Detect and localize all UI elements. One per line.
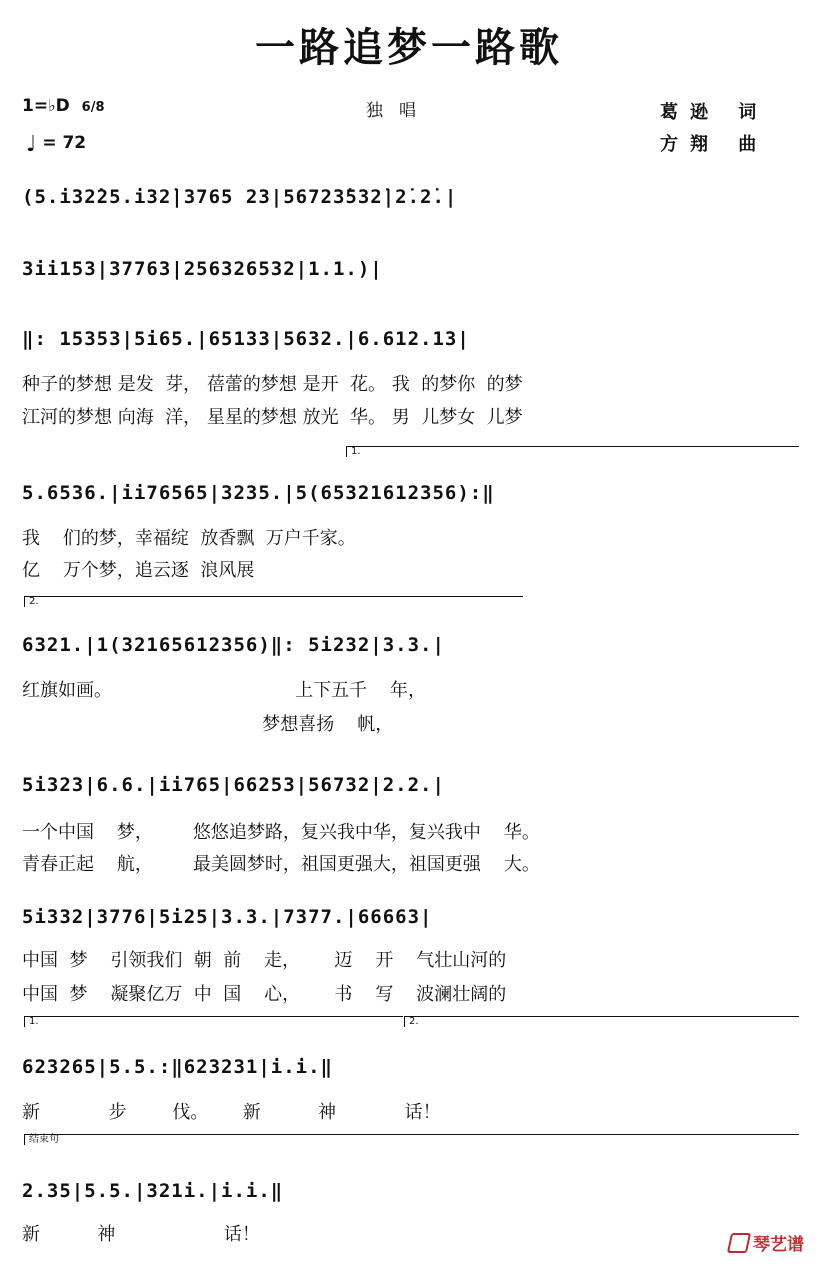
coda-bracket: 结束句 [24,1134,799,1145]
music-line-1: (5.i32̇25.i32̇|3765 23|56723̇532̇|2̇.2̇.| [22,186,458,208]
time-signature: 6/8 [81,100,105,115]
lyric-line-6-verse-1: 一个中国 梦， 悠悠追梦路，复兴我中华，复兴我中 华。 [22,822,540,843]
music-line-6: 5i323|6.6.|ii765|66253|56732|2.2.| [22,774,445,796]
page-title: 一路追梦一路歌 [255,25,563,71]
lyric-line-3-verse-1: 种子的梦想 是发 芽， 蓓蕾的梦想 是开 花。 我 的梦你 的梦 [22,374,523,395]
lyric-line-8-verse-1: 新 步 伐。 新 神 话！ [22,1102,441,1123]
lyric-line-7-verse-2: 中国 梦 凝聚亿万 中 国 心， 书 写 波澜壮阔的 [22,984,507,1005]
music-line-4: 5.6536.|ii76565|3235.|5(65321612356):‖ [22,482,495,504]
quarter-note-icon: ♩ [26,132,37,157]
music-line-5: 6321.|1(32165612356)‖: 5i232|3.3.| [22,634,445,656]
volta-bracket-3: 1. [24,1016,403,1027]
music-line-9: 2.35|5.5.|321i.|i.i.‖ [22,1180,284,1202]
key-signature [22,96,105,116]
lyric-line-7-verse-1: 中国 梦 引领我们 朝 前 走， 迈 开 气壮山河的 [22,950,507,971]
lyricist-credit: 葛逊 词 [660,102,769,123]
tempo-marking [26,132,86,157]
volta-bracket-4: 2. [404,1016,799,1027]
logo-icon [727,1233,751,1253]
key-note: D [55,96,70,116]
music-line-8: 623265|5.5.:‖623231|i.i.‖ [22,1056,333,1078]
music-line-3: ‖: 15353|5i65.|65133|5632.|6.612.13| [22,328,470,350]
lyric-line-5-verse-1: 红旗如画。 上下五千 年， [22,680,426,701]
music-line-7: 5i332|3776|5i25|3.3.|7377.|66663| [22,906,433,928]
lyric-line-9-verse-1: 新 神 话！ [22,1224,260,1245]
key-prefix: 1= [22,96,49,116]
tempo-value: = 72 [42,133,87,153]
lyric-line-6-verse-2: 青春正起 航， 最美圆梦时，祖国更强大，祖国更强 大。 [22,854,540,875]
lyric-line-5-verse-2: 梦想喜扬 帆， [22,714,394,735]
lyric-line-4-verse-2: 亿 万个梦，追云逐 浪风展 [22,560,255,581]
composer-credit: 方翔 曲 [660,134,769,155]
lyric-line-3-verse-2: 江河的梦想 向海 洋， 星星的梦想 放光 华。 男 儿梦女 儿梦 [22,407,523,428]
volta-bracket-1: 1. [346,446,799,457]
flat-icon: ♭ [48,96,56,115]
logo-text: 琴艺谱 [753,1235,804,1255]
volta-bracket-2: 2. [24,596,523,607]
lyric-line-4-verse-1: 我 们的梦，幸福绽 放香飘 万户千家。 [22,528,356,549]
music-line-2: 3ii153|37763|256326532|1.1.)| [22,258,383,280]
watermark-logo [729,1230,804,1255]
performance-type: 独唱 [366,101,432,121]
